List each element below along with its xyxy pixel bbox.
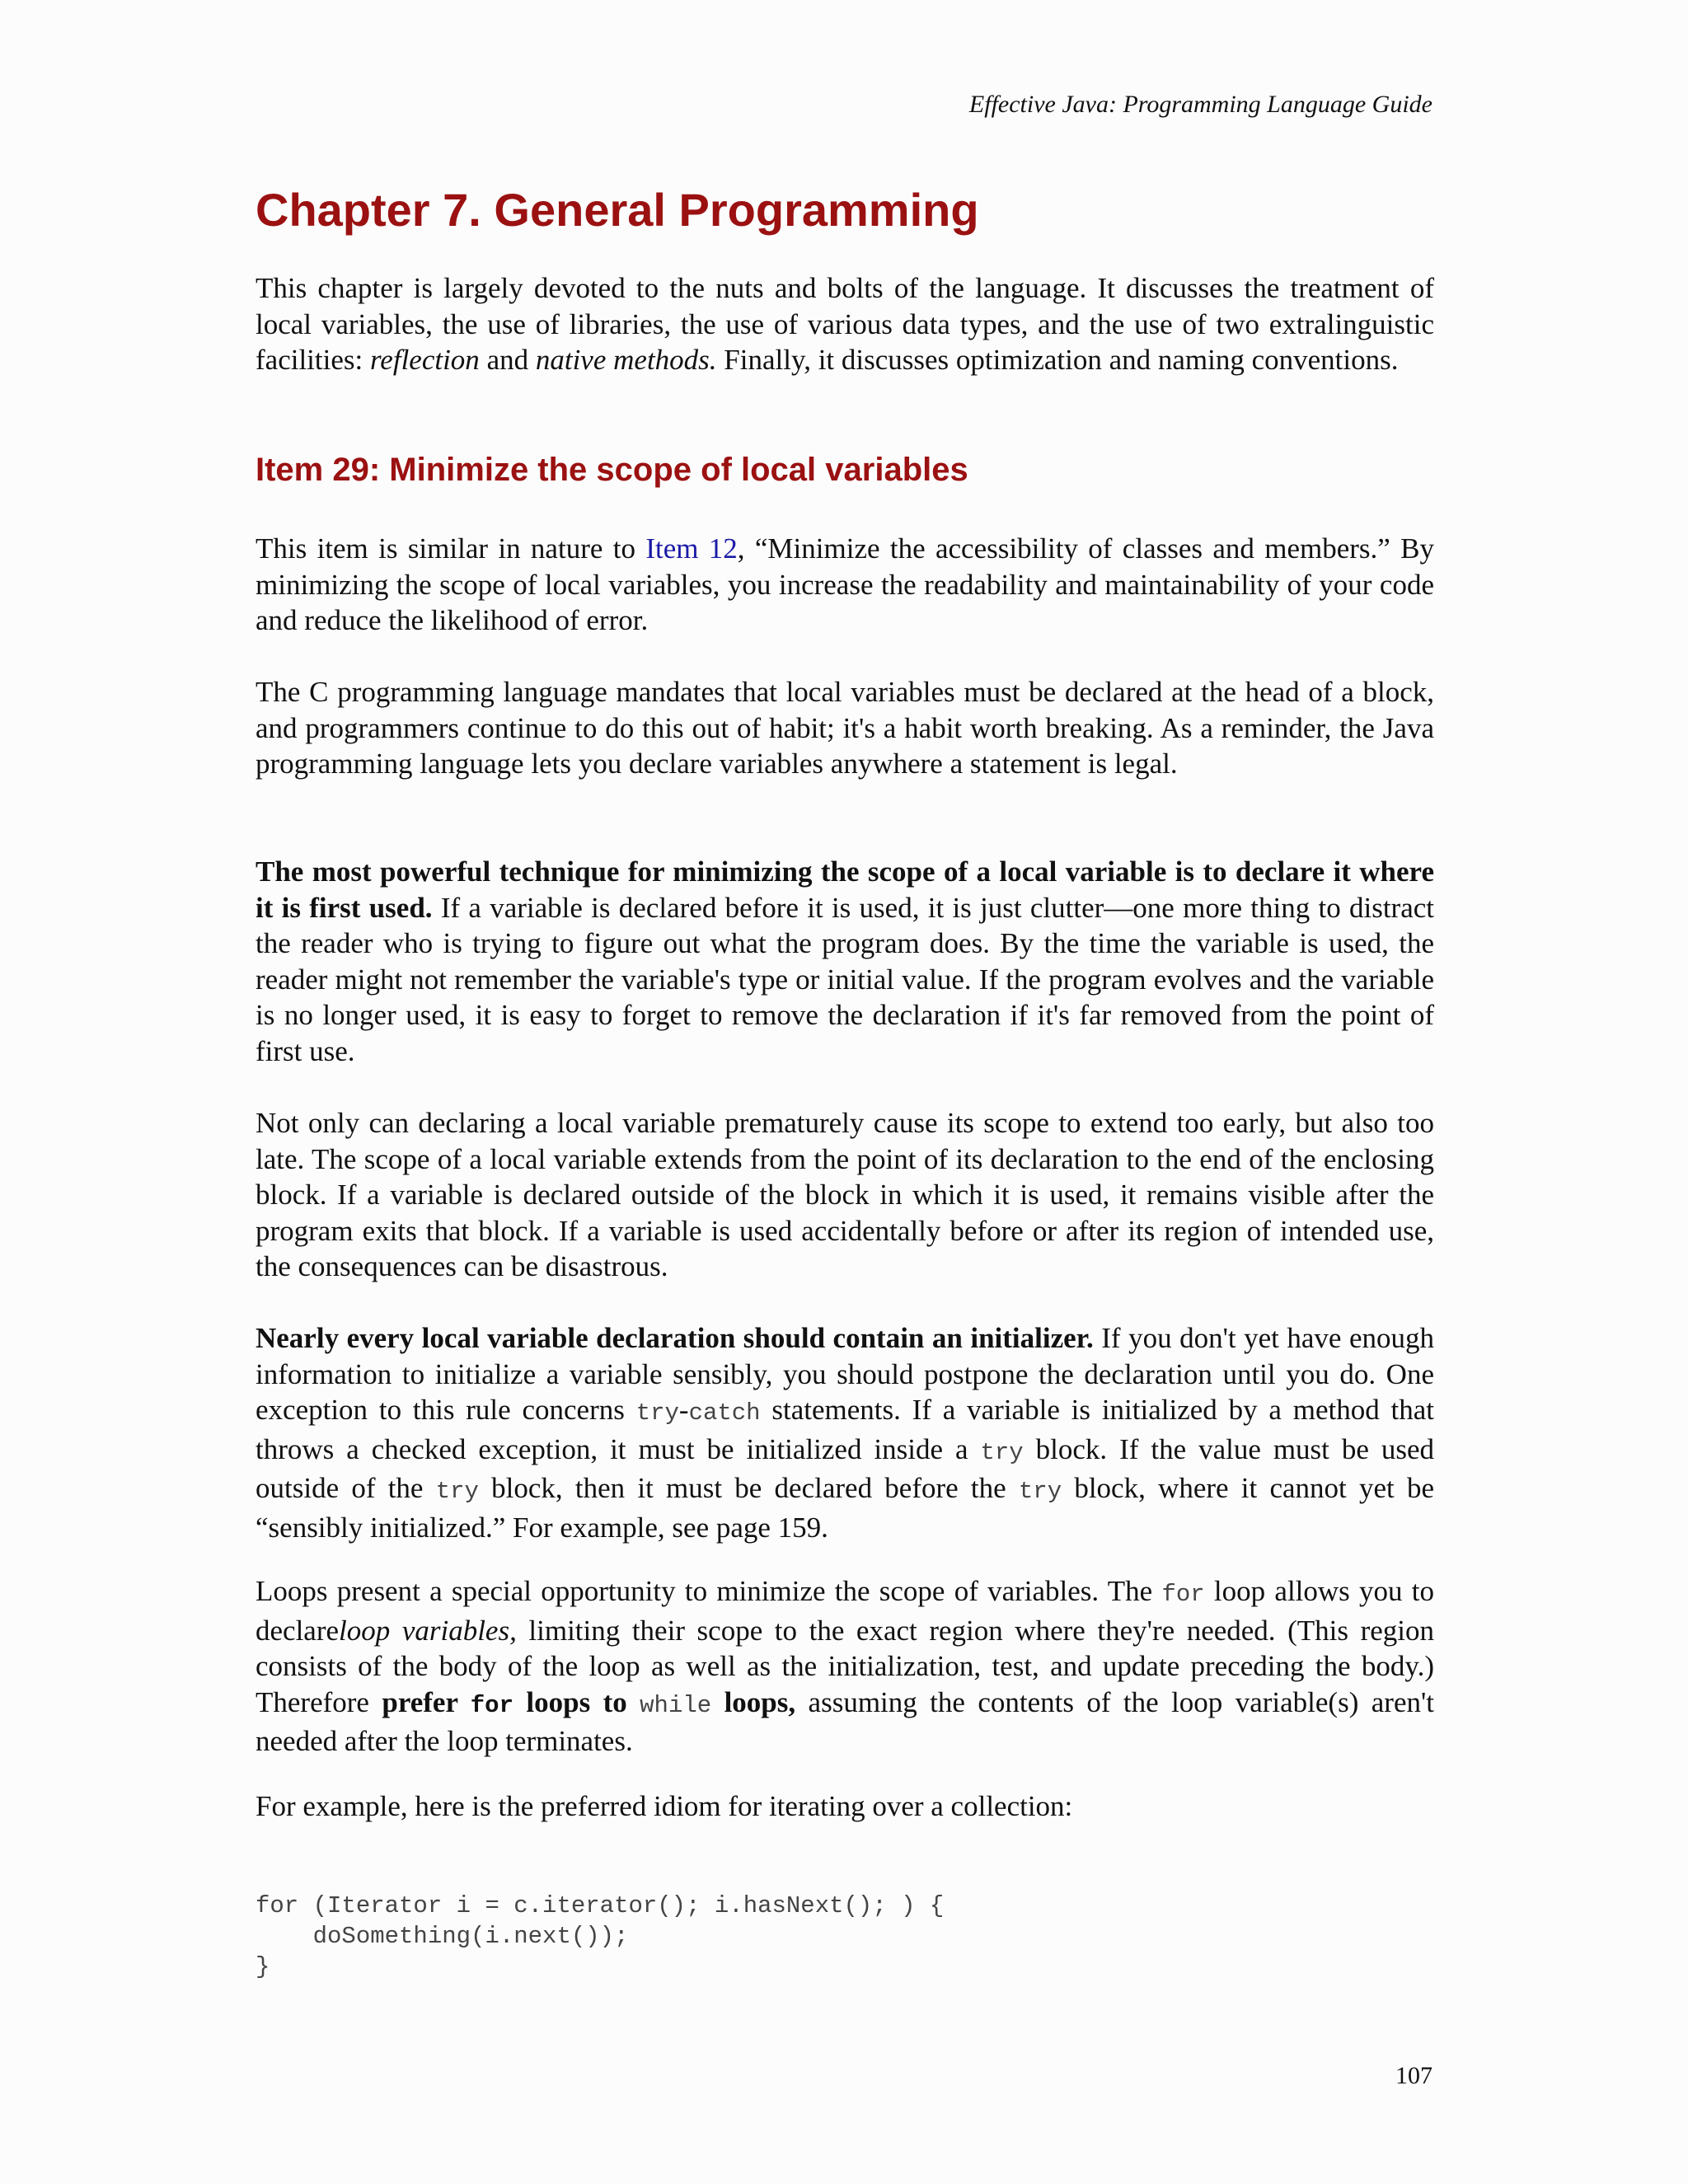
p6-text-4: assuming the contents of the loop variable(s) aren't needed after the loop terminates.	[256, 1685, 1435, 1757]
p6-text-1: Loops present a special opportunity to minimize the scope of variables. The	[256, 1575, 1162, 1607]
p5-text-6: block, where it cannot yet be “sensibly initialized.” For example, see page 159.	[256, 1472, 1434, 1544]
code-for-bold: for	[470, 1691, 513, 1719]
p5-bold-lead: Nearly every local variable declaration should contain an initializer.	[256, 1322, 1094, 1354]
running-header: Effective Java: Programming Language Guide	[968, 91, 1432, 118]
code-line: }	[256, 1953, 270, 1980]
code-for: for	[1161, 1581, 1205, 1608]
p1-text-2: , “Minimize the accessibility of classes and members.” By minimizing the scope of local variables, you increase the readability and maintainability of your code and reduce the likelihood of error.	[256, 532, 1434, 636]
intro-emphasis-native-methods: native methods.	[535, 344, 717, 376]
paragraph-initializer	[256, 1320, 1434, 1545]
item-title: Item 29: Minimize the scope of local variables	[256, 452, 968, 488]
paragraph-scope-extent: Not only can declaring a local variable prematurely cause its scope to extend too early, but also too late. The scope of a local variable extends from the point of its declaration to the end of the enclosing block. If a variable is declared outside of the block in which it is used, it remains visible after the program exits that block. If a variable is used accidentally before or after its region of intended use, the consequences can be disastrous.	[256, 1107, 1434, 1282]
p6-bold-loops-to: loops to	[513, 1685, 640, 1718]
item-12-link[interactable]: Item 12	[645, 532, 738, 565]
p6-bold-loops: loops,	[711, 1685, 796, 1718]
code-try: try	[980, 1438, 1024, 1466]
intro-paragraph	[256, 270, 1434, 378]
code-line: doSomething(i.next());	[256, 1923, 629, 1950]
p5-text-1: If you don't yet have enough information to initialize a variable sensibly, you should postpone the declaration until you do. One exception to this rule concerns	[256, 1322, 1434, 1426]
p6-bold-prefer: prefer	[382, 1685, 471, 1718]
code-try: try	[1018, 1478, 1062, 1505]
p1-text-1: This item is similar in nature to	[256, 532, 646, 565]
intro-text-1: This chapter is largely devoted to the nuts and bolts of the language. It discusses the treatment of local variables, the use of libraries, the use of various data types, and the use of two extralinguistic facilities:	[256, 272, 1434, 376]
paragraph-declare-where-used	[256, 854, 1434, 1069]
p5-text-4: block. If the value must be used outside of the	[256, 1432, 1434, 1504]
intro-text-2: and	[479, 344, 536, 376]
paragraph-example-intro: For example, here is the preferred idiom for iterating over a collection:	[256, 1790, 1073, 1822]
paragraph-c-language: The C programming language mandates that local variables must be declared at the head of a block, and programmers continue to do this out of habit; it's a habit worth breaking. As a reminder, the Java programming language lets you declare variables anywhere a statement is legal.	[256, 676, 1434, 780]
paragraph-loops	[256, 1573, 1434, 1760]
chapter-title: Chapter 7. General Programming	[256, 184, 979, 236]
p6-emphasis-loop-variables: loop variables,	[339, 1614, 517, 1647]
code-line: for (Iterator i = c.iterator(); i.hasNext(); ) {	[256, 1892, 945, 1919]
code-try: try	[635, 1399, 679, 1427]
p3-bold-lead: The most powerful technique for minimizing the scope of a local variable is to declare it where it is first used.	[256, 855, 1434, 924]
intro-emphasis-reflection: reflection	[369, 344, 480, 376]
code-try: try	[435, 1478, 479, 1505]
p5-text-5: block, then it must be declared before the	[478, 1472, 1019, 1504]
p6-text-3: limiting their scope to the exact region where they're needed. (This region consists of the body of the loop as well as the initialization, test, and update preceding the body.) Therefore	[256, 1614, 1434, 1718]
p6-text-2: loop allows you to declare	[256, 1575, 1435, 1647]
intro-text-3: Finally, it discusses optimization and naming conventions.	[716, 344, 1399, 376]
code-block	[256, 1891, 944, 1982]
p5-text-2: -	[678, 1394, 689, 1426]
page-number: 107	[1395, 2062, 1432, 2089]
code-catch: catch	[688, 1399, 761, 1427]
p3-text: If a variable is declared before it is used, it is just clutter—one more thing to distract the reader who is trying to figure out what the program does. By the time the variable is used, the reader might not remember the variable's type or initial value. If the program evolves and the variable is no longer used, it is easy to forget to remove the declaration if it's far removed from the point of first use.	[256, 891, 1434, 1067]
p5-text-3: statements. If a variable is initialized by a method that throws a checked exception, it must be initialized inside a	[256, 1394, 1434, 1465]
paragraph-item-intro	[256, 531, 1434, 639]
code-while: while	[640, 1691, 712, 1719]
